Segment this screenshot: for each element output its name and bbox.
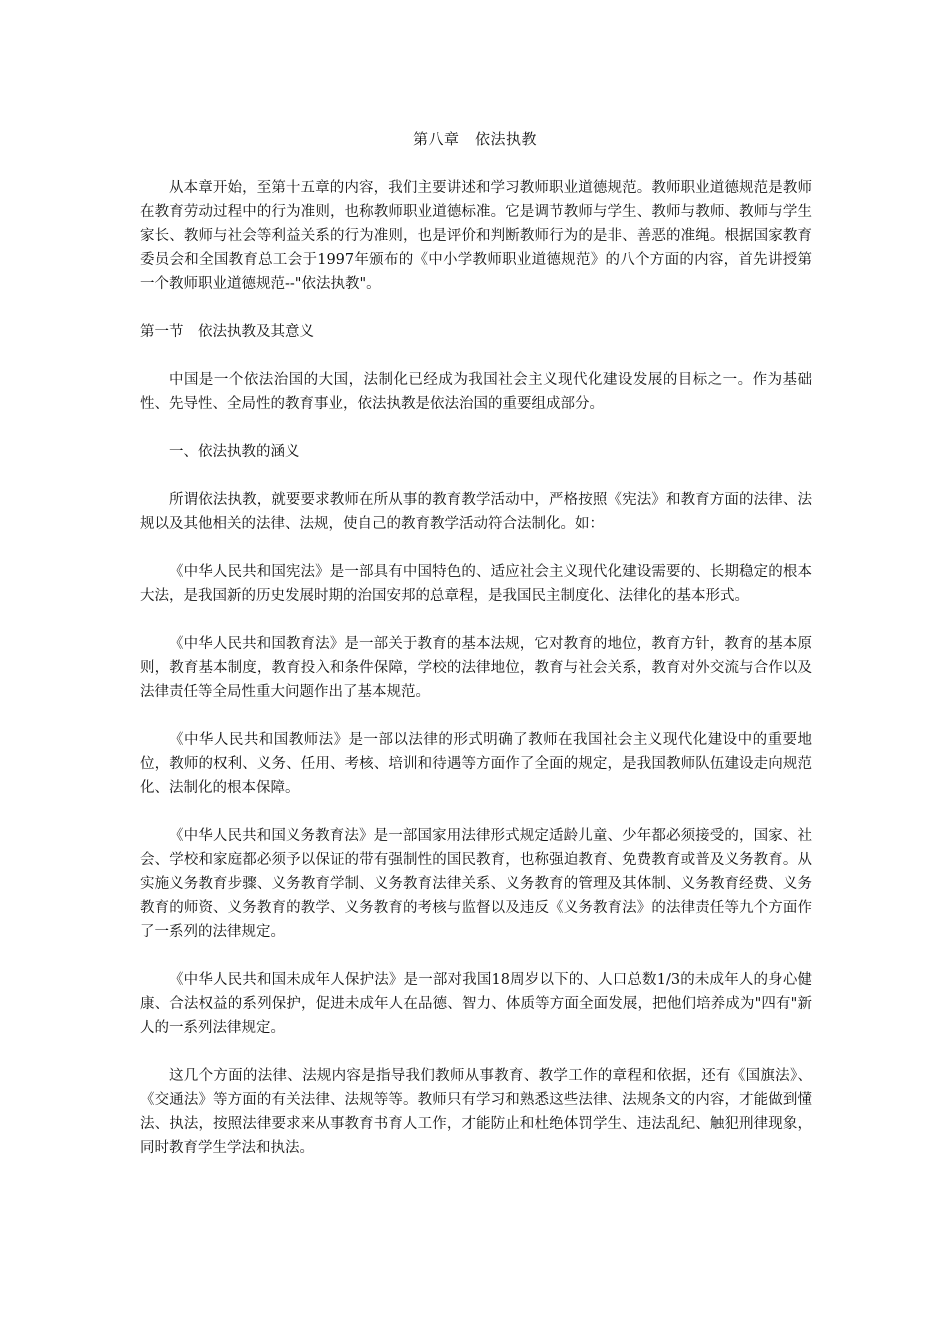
compulsory-education-law-paragraph: 《中华人民共和国义务教育法》是一部国家用法律形式规定适龄儿童、少年都必须接受的，国家、社会、学校和家庭都必须予以保证的带有强制性的国民教育，也称强迫教育、免费教育或普及义务教育。从实施义务教育步骤、义务教育学制、义务教育法律关系、义务教育的管理及其体制、义务教育经费、义务教育的师资、义务教育的教学、义务教育的考核与监督以及违反《义务教育法》的法律责任等九个方面作了一系列的法律规定。 bbox=[140, 828, 812, 940]
chapter-title: 第八章 依法执教 bbox=[412, 130, 537, 148]
summary-paragraph: 这几个方面的法律、法规内容是指导我们教师从事教育、教学工作的章程和依据，还有《国旗法》、《交通法》等方面的有关法律、法规等等。教师只有学习和熟悉这些法律、法规条文的内容，才能做到懂法、执法，按照法律要求来从事教育书育人工作，才能防止和杜绝体罚学生、违法乱纪、触犯刑律现象，同时教育学生学法和执法。 bbox=[140, 1068, 812, 1156]
education-law-paragraph: 《中华人民共和国教育法》是一部关于教育的基本法规，它对教育的地位，教育方针，教育的基本原则，教育基本制度，教育投入和条件保障，学校的法律地位，教育与社会关系，教育对外交流与合作以及法律责任等全局性重大问题作出了基本规范。 bbox=[140, 636, 812, 700]
section-heading: 第一节 依法执教及其意义 bbox=[140, 324, 314, 340]
minors-protection-law-paragraph: 《中华人民共和国未成年人保护法》是一部对我国18周岁以下的、人口总数1/3的未成年人的身心健康、合法权益的系列保护，促进未成年人在品德、智力、体质等方面全面发展，把他们培养成为"四有"新人的一系列法律规定。 bbox=[140, 972, 812, 1036]
definition-paragraph: 所谓依法执教，就要要求教师在所从事的教育教学活动中，严格按照《宪法》和教育方面的法律、法规以及其他相关的法律、法规，使自己的教育教学活动符合法制化。如： bbox=[140, 492, 812, 532]
intro-paragraph: 从本章开始，至第十五章的内容，我们主要讲述和学习教师职业道德规范。教师职业道德规范是教师在教育劳动过程中的行为准则，也称教师职业道德标准。它是调节教师与学生、教师与教师、教师与学生家长、教师与社会等利益关系的行为准则，也是评价和判断教师行为的是非、善恶的准绳。根据国家教育委员会和全国教育总工会于1997年颁布的《中小学教师职业道德规范》的八个方面的内容，首先讲授第一个教师职业道德规范--"依法执教"。 bbox=[140, 180, 812, 292]
document-body bbox=[140, 176, 812, 1184]
subheading: 一、依法执教的涵义 bbox=[169, 444, 300, 460]
teachers-law-paragraph: 《中华人民共和国教师法》是一部以法律的形式明确了教师在我国社会主义现代化建设中的重要地位，教师的权利、义务、任用、考核、培训和待遇等方面作了全面的规定，是我国教师队伍建设走向规范化、法制化的根本保障。 bbox=[140, 732, 812, 796]
section-intro-paragraph: 中国是一个依法治国的大国，法制化已经成为我国社会主义现代化建设发展的目标之一。作为基础性、先导性、全局性的教育事业，依法执教是依法治国的重要组成部分。 bbox=[140, 372, 812, 412]
constitution-paragraph: 《中华人民共和国宪法》是一部具有中国特色的、适应社会主义现代化建设需要的、长期稳定的根本大法，是我国新的历史发展时期的治国安邦的总章程，是我国民主制度化、法律化的基本形式。 bbox=[140, 564, 812, 604]
